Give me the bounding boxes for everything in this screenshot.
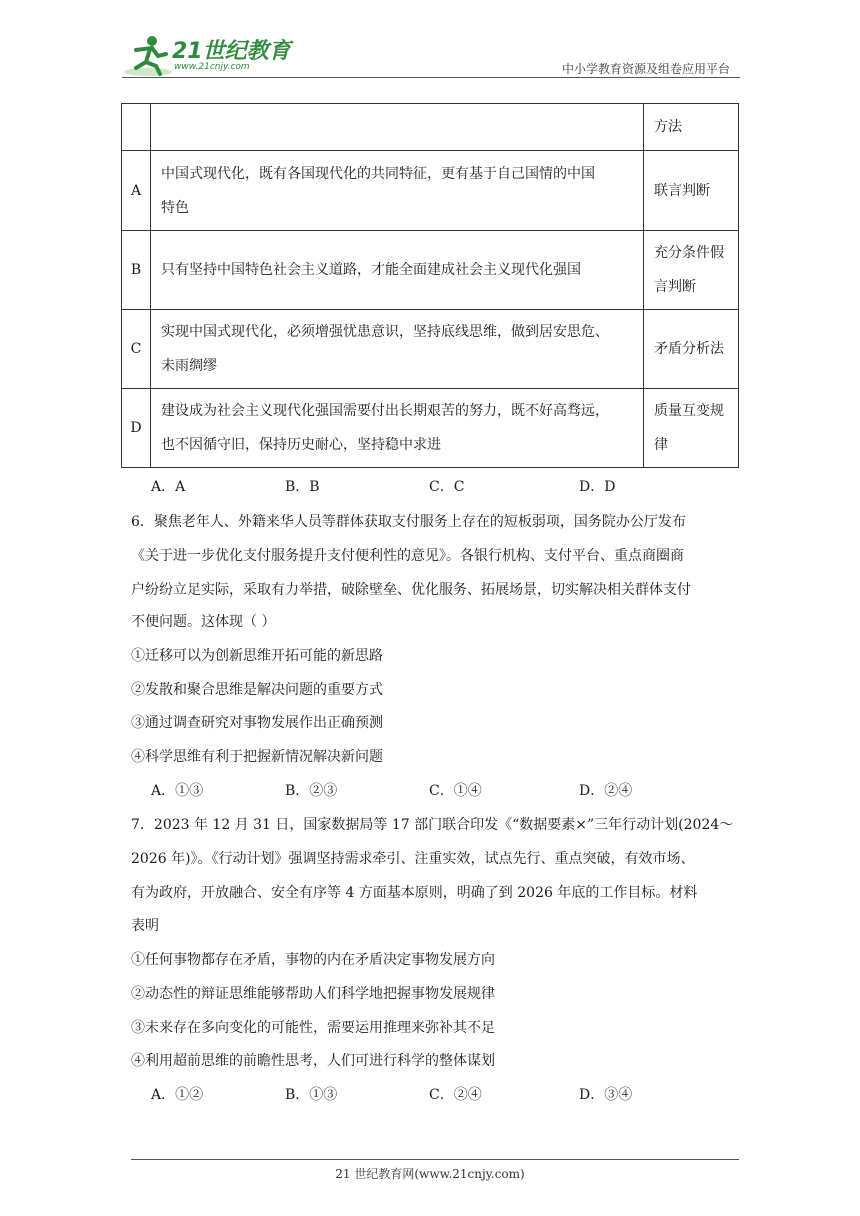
table-cell: [122, 104, 151, 151]
choice-d[interactable]: D．②④: [579, 783, 633, 799]
logo-text: 21世纪教育: [172, 39, 291, 64]
row-letter: B: [122, 231, 151, 310]
q6-option: ②发散和聚合思维是解决问题的重要方式: [131, 682, 383, 698]
q7-stem: 有为政府，开放融合、安全有序等 4 方面基本原则，明确了到 2026 年底的工作目标。材料: [131, 885, 698, 901]
choice-a[interactable]: A．A: [151, 479, 186, 495]
choice-d[interactable]: D．D: [579, 479, 616, 495]
q7-stem: 表明: [131, 918, 159, 934]
q6-option: ③通过调查研究对事物发展作出正确预测: [131, 715, 383, 731]
row-content: 中国式现代化，既有各国现代化的共同特征，更有基于自己国情的中国 特色: [151, 151, 644, 231]
q7-option: ②动态性的辩证思维能够帮助人们科学地把握事物发展规律: [131, 986, 495, 1002]
q6-stem: 户纷纷立足实际，采取有力举措，破除壁垒、优化服务、拓展场景，切实解决相关群体支付: [131, 582, 691, 598]
table-row: [122, 389, 739, 468]
row-letter: A: [122, 151, 151, 231]
row-letter: C: [122, 310, 151, 389]
q7-option: ④利用超前思维的前瞻性思考，人们可进行科学的整体谋划: [131, 1053, 495, 1069]
q5-choices: [151, 477, 711, 497]
choice-b[interactable]: B．②③: [285, 783, 338, 799]
choice-c[interactable]: C．C: [429, 479, 465, 495]
q6-option: ①迁移可以为创新思维开拓可能的新思路: [131, 648, 383, 664]
row-content: 实现中国式现代化，必须增强忧患意识，坚持底线思维，做到居安思危、 未雨绸缪: [151, 310, 644, 389]
row-method: 充分条件假 言判断: [644, 231, 739, 310]
option-table: [121, 103, 739, 468]
q7-stem: 2026 年)》。《行动计划》强调坚持需求牵引、注重实效，试点先行、重点突破，有效市场、: [131, 851, 695, 867]
q6-stem: 《关于进一步优化支付服务提升支付便利性的意见》。各银行机构、支付平台、重点商圈商: [131, 548, 684, 564]
choice-a[interactable]: A．①③: [151, 783, 204, 799]
footer-divider: [131, 1159, 739, 1160]
choice-b[interactable]: B．B: [285, 479, 320, 495]
runner-logo-icon: [122, 34, 174, 78]
q7-stem: 7．2023 年 12 月 31 日，国家数据局等 17 部门联合印发《“数据要素×”三年行动计划(2024～: [131, 817, 734, 833]
header-divider: [122, 77, 740, 78]
q6-choices: [151, 781, 711, 801]
site-logo: [122, 34, 292, 78]
choice-a[interactable]: A．①②: [151, 1087, 204, 1103]
choice-c[interactable]: C．②④: [429, 1087, 482, 1103]
row-content: 只有坚持中国特色社会主义道路，才能全面建成社会主义现代化强国: [151, 231, 644, 310]
q7-option: ①任何事物都存在矛盾，事物的内在矛盾决定事物发展方向: [131, 952, 495, 968]
logo-url: www.21cnjy.com: [174, 62, 250, 72]
q6-stem: 6．聚焦老年人、外籍来华人员等群体获取支付服务上存在的短板弱项，国务院办公厅发布: [131, 514, 686, 530]
table-cell: [151, 104, 644, 151]
table-row: [122, 310, 739, 389]
footer-text: 21 世纪教育网(www.21cnjy.com): [335, 1167, 525, 1181]
choice-b[interactable]: B．①③: [285, 1087, 338, 1103]
table-row: [122, 151, 739, 231]
page-header: [122, 30, 740, 80]
row-method: 联言判断: [644, 151, 739, 231]
q6-stem: 不便问题。这体现（ ）: [131, 614, 276, 630]
q6-option: ④科学思维有利于把握新情况解决新问题: [131, 749, 383, 765]
row-method: 矛盾分析法: [644, 310, 739, 389]
row-method: 质量互变规 律: [644, 389, 739, 468]
row-content: 建设成为社会主义现代化强国需要付出长期艰苦的努力，既不好高骛远， 也不因循守旧，保持历史耐心，坚持稳中求进: [151, 389, 644, 468]
header-platform-text: 中小学教育资源及组卷应用平台: [561, 62, 730, 76]
table-row: [122, 231, 739, 310]
table-header-method: 方法: [644, 104, 739, 151]
row-letter: D: [122, 389, 151, 468]
choice-c[interactable]: C．①④: [429, 783, 482, 799]
q7-option: ③未来存在多向变化的可能性，需要运用推理来弥补其不足: [131, 1020, 495, 1036]
q7-choices: [151, 1085, 711, 1105]
choice-d[interactable]: D．③④: [579, 1087, 633, 1103]
table-row: [122, 104, 739, 151]
